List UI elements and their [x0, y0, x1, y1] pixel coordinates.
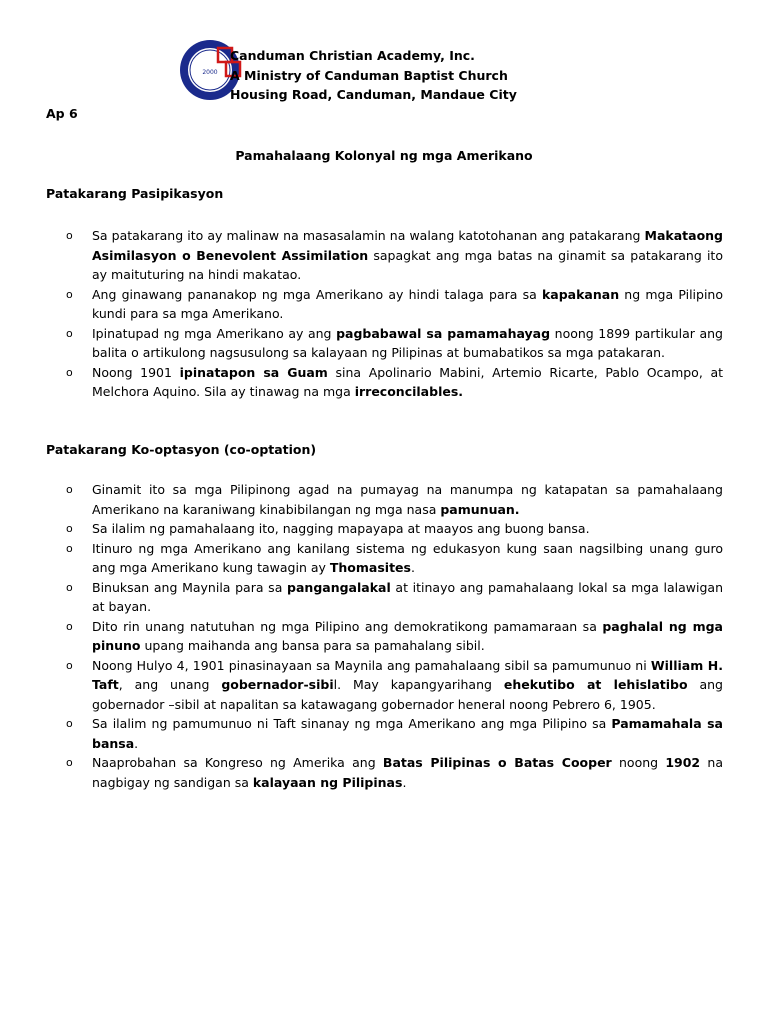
list-item [66, 656, 723, 715]
section-heading-ko-optasyon: Patakarang Ko-optasyon (co-optation) [46, 442, 317, 457]
list-item [66, 753, 723, 792]
school-header [230, 46, 517, 105]
bullet-marker: o [66, 717, 73, 730]
text-run: . [402, 774, 407, 790]
bullet-marker: o [66, 756, 73, 769]
bullet-marker: o [66, 326, 73, 340]
text-run: at itinayo ang pamahalaang lokal sa mga lalawigan at bayan. [92, 579, 723, 614]
list-pasipikasyon [66, 226, 723, 402]
text-run: Binuksan ang Maynila para sa [92, 579, 288, 595]
bold-text: Makataong Asimilasyon o Benevolent Assimilation [92, 228, 723, 263]
header-line-ministry: A Ministry of Canduman Baptist Church [230, 67, 508, 83]
logo-year: 2000 [202, 69, 218, 76]
list-item [66, 714, 723, 753]
list-ko-optasyon [66, 480, 723, 792]
text-run: Noong 1901 [92, 364, 180, 380]
list-item [66, 363, 723, 402]
bold-text: gobernador-sibi [221, 677, 334, 692]
list-item [66, 324, 723, 363]
text-run: Noong Hulyo 4, 1901 pinasinayaan sa Maynila ang pamahalaang sibil sa pamumunuo ni [92, 657, 651, 673]
text-run: sapagkat ang mga batas na ginamit sa patakarang ito ay maituturing na hindi makatao. [92, 247, 723, 282]
text-run: Ang ginawang pananakop ng mga Amerikano ay hindi talaga para sa [92, 286, 542, 302]
text-run: Sa ilalim ng pamahalaang ito, nagging mapayapa at maayos ang buong bansa. [92, 521, 590, 536]
text-run: ng mga Pilipino kundi para sa mga Amerikano. [92, 286, 723, 321]
bold-text: kapakanan [541, 286, 620, 302]
text-run: Naaprobahan sa Kongreso ng Amerika ang [92, 755, 383, 770]
bullet-marker: o [66, 522, 73, 535]
list-item [66, 226, 723, 285]
text-run: Ginamit ito sa mga Pilipinong agad na pumayag na manumpa ng katapatan sa pamahalaang Amerikano na karaniwang kinabibilangan ng mga nasa [92, 482, 723, 517]
text-run: . [134, 735, 139, 751]
text-run: l. May kapangyarihang [333, 677, 504, 692]
bullet-marker: o [66, 229, 73, 242]
document-title: Pamahalaang Kolonyal ng mga Amerikano [235, 148, 533, 163]
list-item [66, 617, 723, 656]
bold-text: 1902 [665, 755, 701, 770]
bullet-marker: o [66, 658, 73, 672]
text-run: Dito rin unang natutuhan ng mga Pilipino ang demokratikong pamamaraan sa [92, 618, 603, 634]
text-run: Itinuro ng mga Amerikano ang kanilang sistema ng edukasyon kung saan nagsilbing unang guro ang mga Amerikano kung tawagin ay [92, 540, 723, 575]
bold-text: ehekutibo at lehislatibo [503, 677, 688, 692]
bold-text: pangangalakal [287, 579, 391, 595]
bold-text: ipinatapon sa Guam [179, 364, 328, 380]
list-item [66, 539, 723, 578]
text-run: ang gobernador –sibil at napalitan sa katawagang gobernador heneral noong Pebrero 6, 1905. [92, 677, 723, 712]
text-run: Ipinatupad ng mga Amerikano ay ang [92, 325, 337, 341]
bold-text: Pamamahala sa bansa [92, 716, 723, 751]
list-item [66, 285, 723, 324]
text-run: noong [611, 755, 666, 770]
bullet-marker: o [66, 580, 73, 594]
bullet-marker: o [66, 365, 73, 379]
text-run: Sa patakarang ito ay malinaw na masasalamin na walang katotohanan ang patakarang [92, 228, 645, 243]
bold-text: pagbabawal sa pamamahayag [336, 325, 551, 341]
subject-label: Ap 6 [46, 106, 78, 121]
text-run: sina Apolinario Mabini, Artemio Ricarte, Pablo Ocampo, at Melchora Aquino. Sila ay tinawag na mga [92, 364, 724, 399]
list-item [66, 578, 723, 617]
text-run: Sa ilalim ng pamumunuo ni Taft sinanay ng mga Amerikano ang mga Pilipino sa [92, 716, 612, 731]
section-heading-pasipikasyon: Patakarang Pasipikasyon [46, 186, 224, 201]
bold-text: Batas Pilipinas o Batas Cooper [382, 755, 612, 770]
text-run: , ang unang [118, 677, 222, 692]
bullet-marker: o [66, 483, 73, 496]
bold-text: irreconcilables. [354, 384, 464, 399]
bold-text: kalayaan ng Pilipinas [252, 774, 403, 790]
list-item [66, 519, 723, 539]
bullet-marker: o [66, 541, 73, 555]
text-run: noong 1899 partikular ang balita o artikulong nagsusulong sa kalayaan ng Pilipinas at bumabatikos sa mga patakaran. [92, 325, 723, 360]
bold-text: paghalal ng mga pinuno [92, 618, 723, 653]
text-run: na nagbigay ng sandigan sa [92, 755, 723, 790]
header-line-school-name: Canduman Christian Academy, Inc. [230, 48, 475, 63]
text-run: . [410, 560, 415, 575]
list-item [66, 480, 723, 519]
text-run: upang maihanda ang bansa para sa pamahalang sibil. [140, 638, 485, 653]
bold-text: William H. Taft [92, 657, 723, 692]
bold-text: pamunuan. [440, 501, 520, 517]
bold-text: Thomasites [329, 560, 411, 575]
bullet-marker: o [66, 619, 73, 633]
bullet-marker: o [66, 287, 73, 301]
header-line-address: Housing Road, Canduman, Mandaue City [230, 87, 517, 102]
